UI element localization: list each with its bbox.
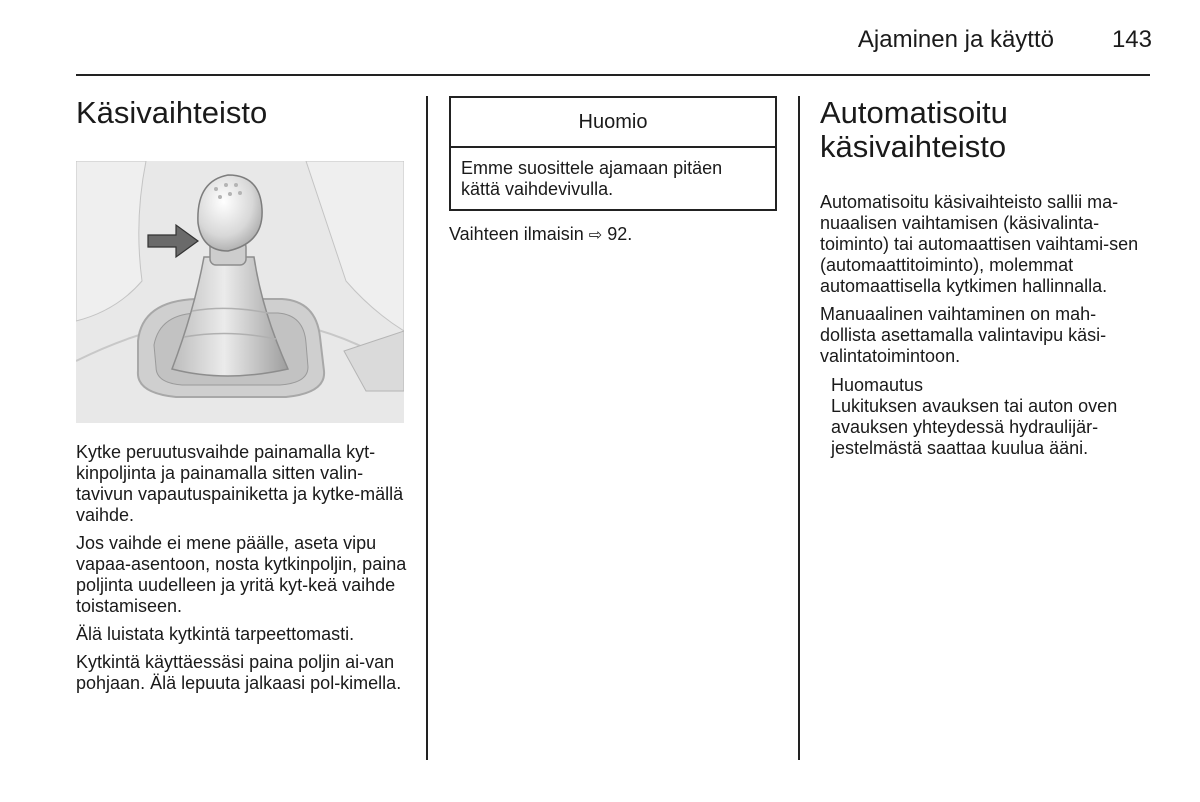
paragraph: Älä luistata kytkintä tarpeettomasti. [76, 624, 355, 644]
reference-text: Vaihteen ilmaisin [449, 224, 584, 244]
note-body: Lukituksen avauksen tai auton oven avauksen yhteydessä hydraulijär-jestelmästä saattaa kuulua ääni. [831, 396, 1118, 458]
note-title: Huomautus [831, 375, 924, 395]
page-number: 143 [1111, 26, 1152, 53]
header-title: Ajaminen ja käyttö [857, 26, 1054, 53]
notice-body: Emme suosittele ajamaan pitäen kättä vaihdevivulla. [461, 158, 723, 199]
reference-page: 92. [607, 224, 633, 244]
notice-box [449, 96, 777, 211]
heading-line: käsivaihteisto [820, 129, 1007, 164]
arrow-right-icon: ⇨ [588, 227, 603, 244]
heading-line: Automatisoitu [820, 95, 1008, 130]
cross-reference[interactable] [449, 224, 777, 246]
header-rule [76, 74, 1150, 76]
column-notice [449, 96, 777, 246]
paragraph: Automatisoitu käsivaihteisto sallii ma-nuaalisen vaihtamisen (käsivalinta-toiminto) tai automaattisen vaihtami-sen (automaattitoiminto), molemmat automaattisella kytkimen hallinnalla. [820, 192, 1139, 296]
column-divider-left [426, 96, 428, 760]
paragraph: Manuaalinen vaihtaminen on mah-dollista asettamalla valintavipu käsi-valintatoimintoon. [820, 304, 1107, 366]
section-heading: Käsivaihteisto [76, 95, 268, 130]
gear-knob-illustration [76, 161, 404, 423]
column-divider-right [798, 96, 800, 760]
column-automated-transmission [820, 96, 1152, 459]
notice-title: Huomio [451, 98, 775, 148]
paragraph: Kytke peruutusvaihde painamalla kyt-kinpoljinta ja painamalla sitten valin-tavivun vapautuspainiketta ja kytke-mällä vaihde. [76, 442, 404, 525]
note-block [831, 375, 1152, 459]
column-manual-transmission [76, 92, 408, 701]
section-heading [820, 96, 1152, 164]
paragraph: Kytkintä käyttäessäsi paina poljin ai-van pohjaan. Älä lepuuta jalkaasi pol-kimella. [76, 652, 402, 693]
paragraph: Jos vaihde ei mene päälle, aseta vipu vapaa-asentoon, nosta kytkinpoljin, paina poljinta uudelleen ja yritä kyt-keä vaihde toistamiseen. [76, 533, 407, 616]
